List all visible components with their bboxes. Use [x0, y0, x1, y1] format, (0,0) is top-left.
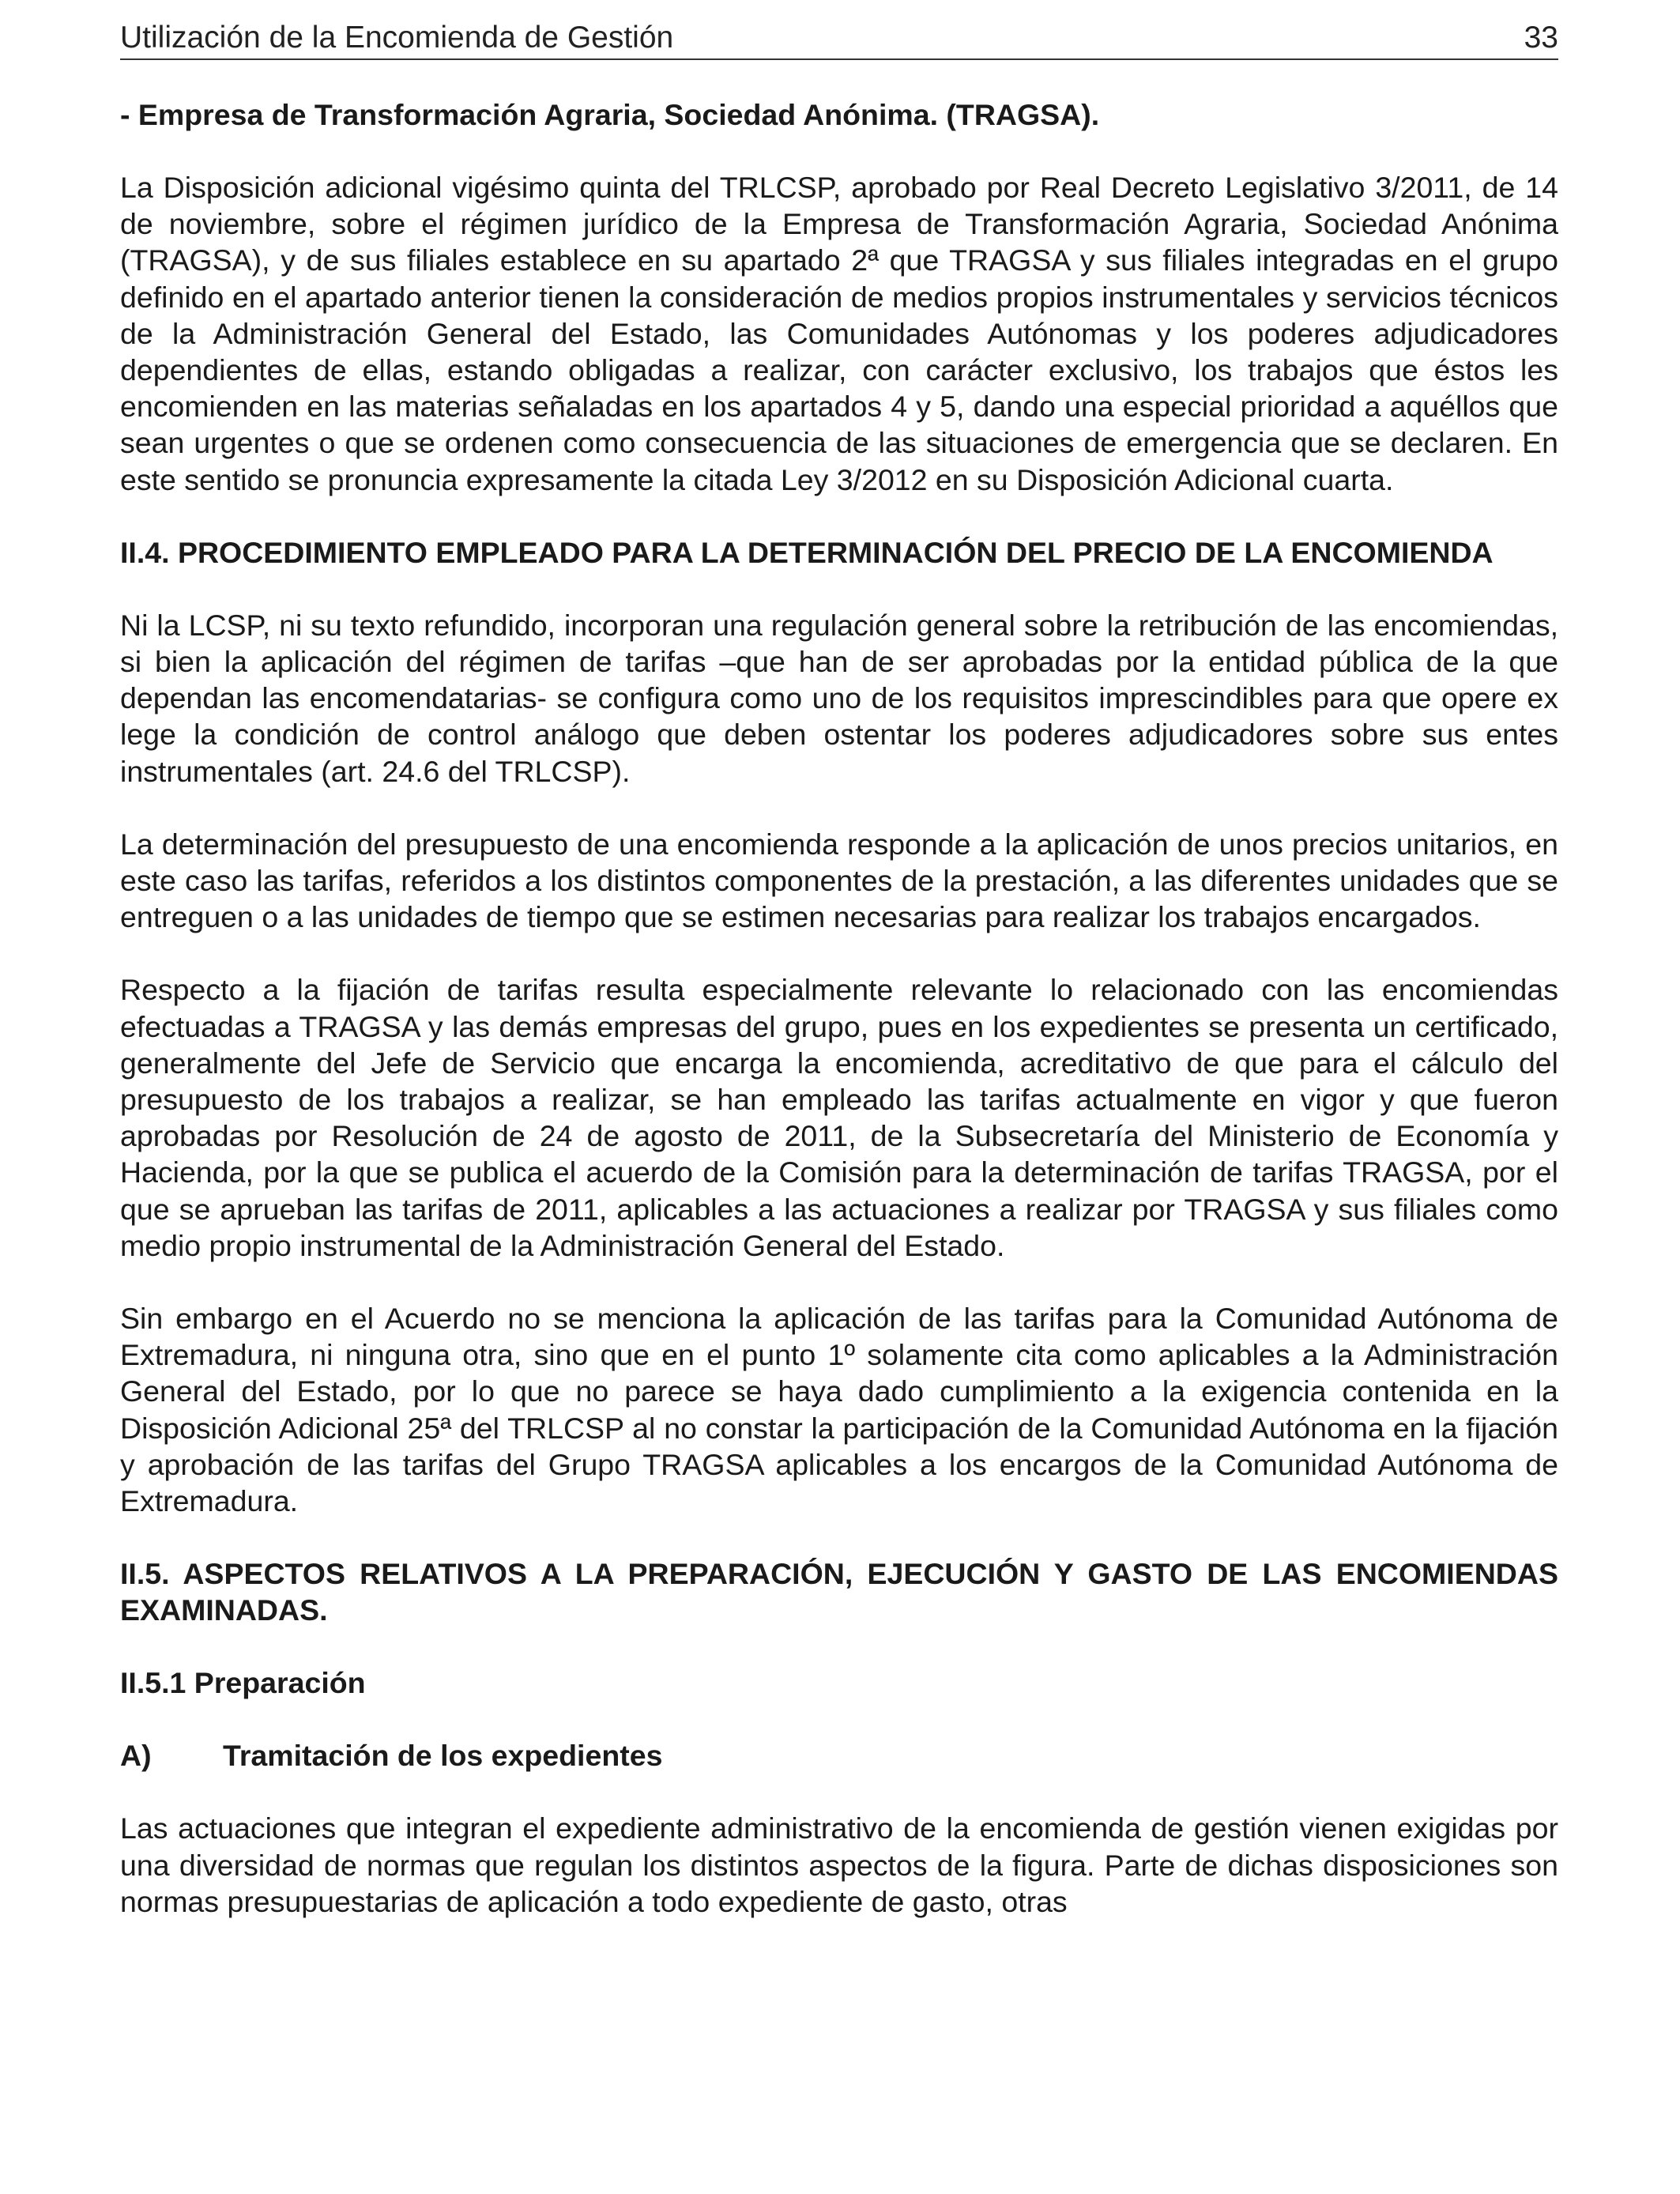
paragraph: Sin embargo en el Acuerdo no se menciona la aplicación de las tarifas para la Comunidad Autónoma de Extremadura, ni ninguna otra, sino que en el punto 1º solamente cita como aplicables a la Administración General del Estado, por lo que no parece se haya dado cumplimiento a la exigencia contenida en la Disposición Adicional 25ª del TRLCSP al no constar la participación de la Comunidad Autónoma en la fijación y aprobación de las tarifas del Grupo TRAGSA aplicables a los encargos de la Comunidad Autónoma de Extremadura. [120, 1302, 1558, 1518]
paragraph: La Disposición adicional vigésimo quinta del TRLCSP, aprobado por Real Decreto Legislativo 3/2011, de 14 de noviembre, sobre el régimen jurídico de la Empresa de Transformación Agraria, Sociedad Anónima (TRAGSA), y de sus filiales establece en su apartado 2ª que TRAGSA y sus filiales integradas en el grupo definido en el apartado anterior tienen la consideración de medios propios instrumentales y servicios técnicos de la Administración General del Estado, las Comunidades Autónomas y los poderes adjudicadores dependientes de ellas, estando obligadas a realizar, con carácter exclusivo, los trabajos que éstos les encomienden en las materias señaladas en los apartados 4 y 5, dando una especial prioridad a aquéllos que sean urgentes o que se ordenen como consecuencia de las situaciones de emergencia que se declaren. En este sentido se pronuncia expresamente la citada Ley 3/2012 en su Disposición Adicional cuarta. [120, 171, 1558, 496]
section-heading-ii5: II.5. ASPECTOS RELATIVOS A LA PREPARACIÓN, EJECUCIÓN Y GASTO DE LAS ENCOMIENDAS EXAMINADAS. [120, 1557, 1558, 1627]
paragraph: Las actuaciones que integran el expediente administrativo de la encomienda de gestión vienen exigidas por una diversidad de normas que regulan los distintos aspectos de la figura. Parte de dichas disposiciones son normas presupuestarias de aplicación a todo expediente de gasto, otras [120, 1811, 1558, 1918]
section-heading-ii4: II.4. PROCEDIMIENTO EMPLEADO PARA LA DETERMINACIÓN DEL PRECIO DE LA ENCOMIENDA [120, 535, 1494, 569]
page-header [120, 17, 1558, 60]
subsection-heading-ii51: II.5.1 Preparación [120, 1666, 366, 1700]
subsection-heading-a [120, 1737, 1558, 1774]
document-body [120, 96, 1558, 1920]
page-number: 33 [1524, 21, 1558, 55]
section-heading-tragsa: - Empresa de Transformación Agraria, Sociedad Anónima. (TRAGSA). [120, 98, 1100, 131]
header-title: Utilización de la Encomienda de Gestión [120, 21, 674, 55]
subsection-label: A) [120, 1739, 152, 1773]
paragraph: La determinación del presupuesto de una encomienda responde a la aplicación de unos precios unitarios, en este caso las tarifas, referidos a los distintos componentes de la prestación, a las diferentes unidades que se entreguen o a las unidades de tiempo que se estimen necesarias para realizar los trabajos encargados. [120, 827, 1558, 934]
paragraph: Ni la LCSP, ni su texto refundido, incorporan una regulación general sobre la retribución de las encomiendas, si bien la aplicación del régimen de tarifas –que han de ser aprobadas por la entidad pública de la que dependan las encomendatarias- se configura como uno de los requisitos imprescindibles para que opere ex lege la condición de control análogo que deben ostentar los poderes adjudicadores sobre sus entes instrumentales (art. 24.6 del TRLCSP). [120, 608, 1558, 788]
paragraph: Respecto a la fijación de tarifas resulta especialmente relevante lo relacionado con las encomiendas efectuadas a TRAGSA y las demás empresas del grupo, pues en los expedientes se presenta un certificado, generalmente del Jefe de Servicio que encarga la encomienda, acreditativo de que para el cálculo del presupuesto de los trabajos a realizar, se han empleado las tarifas actualmente en vigor y que fueron aprobadas por Resolución de 24 de agosto de 2011, de la Subsecretaría del Ministerio de Economía y Hacienda, por la que se publica el acuerdo de la Comisión para la determinación de tarifas TRAGSA, por el que se aprueban las tarifas de 2011, aplicables a las actuaciones a realizar por TRAGSA y sus filiales como medio propio instrumental de la Administración General del Estado. [120, 973, 1558, 1262]
subsection-title: Tramitación de los expedientes [223, 1739, 663, 1773]
